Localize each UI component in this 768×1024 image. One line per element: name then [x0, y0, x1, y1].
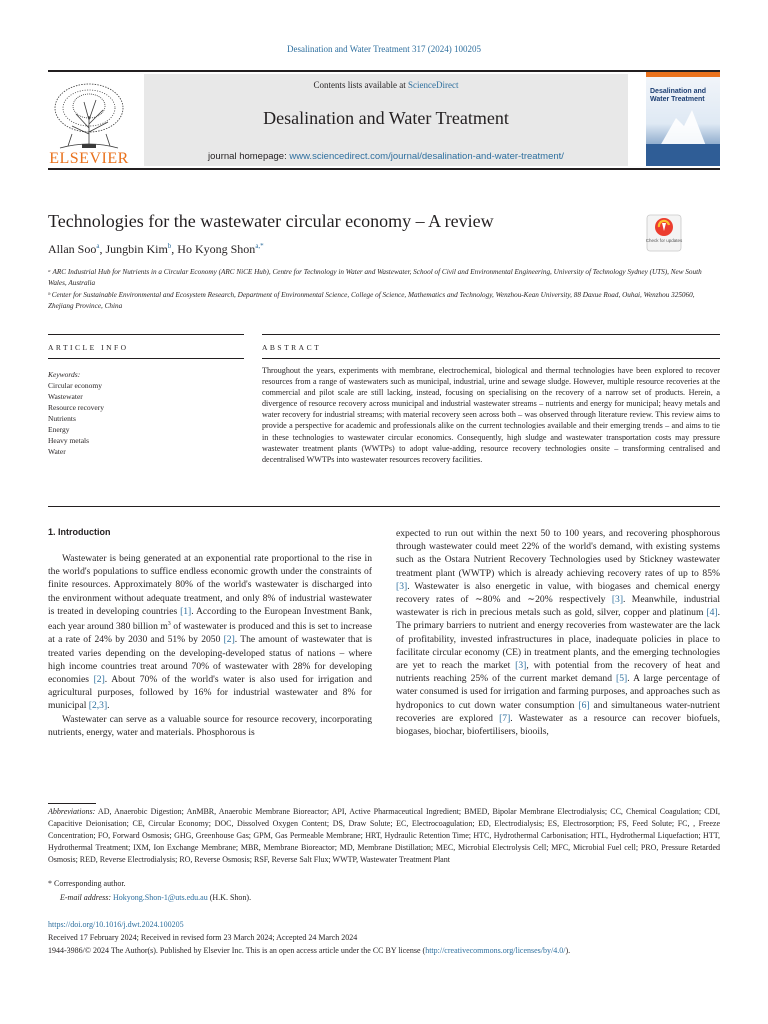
reference-link[interactable]: [3] — [611, 594, 624, 606]
keyword: Resource recovery — [48, 403, 105, 412]
article-title: Technologies for the wastewater circular economy – A review — [48, 211, 494, 231]
reference-link[interactable]: [7] — [499, 712, 511, 724]
body-paragraph: Wastewater can serve as a valuable source for resource recovery, incorporating nutrients, energy, water and materials. Phosphorous is — [48, 713, 372, 738]
abstract-heading: ABSTRACT — [262, 343, 322, 352]
license-link[interactable]: http://creativecommons.org/licenses/by/4.0/ — [425, 946, 566, 955]
keyword: Water — [48, 447, 66, 456]
abstract-rule-bottom — [48, 506, 720, 507]
abstract-rule-top — [262, 334, 720, 335]
masthead-rule-top — [48, 70, 720, 72]
keyword: Nutrients — [48, 414, 76, 423]
email-line — [60, 893, 251, 902]
author-name[interactable]: Jungbin Kim — [105, 242, 168, 256]
received-dates: Received 17 February 2024; Received in revised form 23 March 2024; Accepted 24 March 2024 — [48, 933, 358, 942]
reference-link[interactable]: [5] — [616, 673, 628, 685]
author-list — [48, 242, 264, 257]
affiliation-a: ᵃ ARC Industrial Hub for Nutrients in a Circular Economy (ARC NiCE Hub), Centre for Technology in Water and Wastewater, School of Civil and Environmental Engineering, University of Technology Sydney (UTS), New South Wales, Australia — [48, 268, 702, 287]
abstract-rule-mid — [262, 358, 720, 359]
reference-link[interactable]: [2,3] — [88, 700, 108, 712]
homepage-link[interactable]: www.sciencedirect.com/journal/desalination-and-water-treatment/ — [289, 151, 564, 162]
article-info-heading: ARTICLE INFO — [48, 343, 129, 352]
sciencedirect-link[interactable]: ScienceDirect — [408, 80, 459, 90]
reference-link[interactable]: [6] — [578, 699, 590, 711]
email-suffix: (H.K. Shon). — [207, 893, 252, 902]
abbreviations-text: AD, Anaerobic Digestion; AnMBR, Anaerobic Membrane Bioreactor; API, Active Pharmaceutical Ingredient; BMED, Bipolar Membrane Electrodialysis; CC, Chemical Coagulation; CDI, Capacitive Deionisation; CE, Circular Economy; DOC, Dissolved Oxygen Content; DS, Draw Solute; EC, Electrocoagulation; ED, Electrodialysis; ES, Electrosorption; FS, Feed Solute; FC, , Freeze Concentration; FO, Forward Osmosis; GHG, Greenhouse Gas; GPM, Gas Permeable Membrane; HRT, Hydraulic Retention Time; HTC, Hydrothermal Carbonisation; HTL, Hydrothermal Liquefaction; HTT, Hydrothermal Treatment; IXM, Ion Exchange Membrane; MBR, Membrane Bioreactor; MD, Membrane Distillation; MEC, Microbial Electrolysis Cell; MFC, Microbial Fuel cell; PRO, Pressure Retarded Osmosis; RED, Reverse Electrodialysis; RO, Reverse Osmosis; RSF, Reverse Salt Flux; WWTP, Wastewater Treatment Plant — [48, 807, 720, 864]
homepage-label: journal homepage: — [208, 151, 290, 162]
reference-link[interactable]: [3] — [396, 580, 408, 592]
contents-line — [144, 80, 628, 90]
author-affil-marker[interactable]: a — [96, 242, 100, 250]
abbreviations-footnote — [48, 806, 720, 866]
corresponding-author-note: * Corresponding author. — [48, 879, 126, 888]
reference-link[interactable]: [3] — [515, 660, 527, 672]
footnote-rule — [48, 803, 96, 804]
keyword: Wastewater — [48, 392, 83, 401]
article-info-rule-mid — [48, 358, 244, 359]
keyword: Circular economy — [48, 381, 102, 390]
license-line: 1944-3986/© 2024 The Author(s). Published by Elsevier Inc. This is an open access article under the CC BY license (http://creativecommons.org/licenses/by/4.0/). — [48, 946, 571, 955]
homepage-line — [144, 151, 628, 162]
abstract-text: Throughout the years, experiments with membrane, electrochemical, biological and thermal technologies have been explored to recover resources from a range of wastewaters such as municipal, industrial, urine and sewage sludge. However, multiple resource recoveries at the commercial and pilot scale are still lacking, instead, focusing on specialising on the recovery of a narrow set of products. Herein, a divergence of resource recovery across municipal and industrial wastewater streams – nutrients and energy for municipal; heavy metals and water recovery for industrial streams; with material recovery seen across both – was observed through literature review. This review aims to provide a perspective for academic and professionals alike on the current technologies available and their emerging trends – and aims to tie in these technologies to wastewater circular economics. Consequently, high sludge and wastewater transportation costs may pressure wastewater treatment plants (WWTPs) to adopt value-adding, resource recovery technologies onsite – transforming centralised and decentralised WWTPs into wastewater resources recovery facilities. — [262, 366, 720, 464]
check-for-updates-icon[interactable] — [646, 214, 682, 252]
masthead-rule-bottom — [48, 168, 720, 170]
keywords-label: Keywords: — [48, 370, 81, 379]
author-separator: , — [171, 242, 178, 256]
journal-cover[interactable] — [646, 72, 720, 166]
author-name[interactable]: Ho Kyong Shon — [177, 242, 256, 256]
doi-link[interactable]: https://doi.org/10.1016/j.dwt.2024.100205 — [48, 920, 184, 929]
contents-prefix: Contents lists available at — [313, 80, 408, 90]
check-for-updates-label[interactable]: Check for updates — [645, 238, 683, 243]
keyword: Heavy metals — [48, 436, 90, 445]
body-paragraph: Wastewater is being generated at an exponential rate proportional to the rise in the world's populations to suffice endless economic growth under the constraints of finite resources. Approximately 80% of the world's wastewater is discharged into the environment without adequate treatment, and only 8% of industrial wastewater is treated in developing countries [1]. According to the European Investment Bank, each year around 380 billion $m^3$ of wastewater is produced and this is set to increase at a rate of 24% by 2030 and 51% by 2050 [2]. The amount of wastewater that is treated varies depending on the developing-developed status of nations – where high income countries treat around 70% of wastewater with 28% for developing economies [2]. About 70% of the world's water is also used for irrigation and agricultural purposes, followed by 16% for industrial wastewater and 8% for municipal [2,3]. — [48, 553, 373, 712]
keywords-list — [48, 380, 104, 457]
journal-citation[interactable]: Desalination and Water Treatment 317 (2024) 100205 — [286, 44, 482, 54]
journal-title: Desalination and Water Treatment — [263, 108, 509, 128]
reference-link[interactable]: [4] — [706, 607, 718, 619]
section-heading-introduction: 1. Introduction — [48, 527, 111, 537]
email-link[interactable]: Hokyong.Shon-1@uts.edu.au — [113, 893, 208, 902]
author-affil-marker[interactable]: a,* — [255, 242, 264, 250]
author-name[interactable]: Allan Soo — [48, 242, 97, 256]
body-paragraph: expected to run out within the next 50 to 100 years, and recovering phosphorous through wastewater could meet 22% of the world's demand, with existing systems such as the Ostara Nutrient Recovery Technologies used by Stickney wastewater treatment plant (WWTP) which is already achieving recovery rates of up to 85% [3]. Wastewater is also energetic in value, with biogases and chemical energy recovery rates of ∼80% and ∼20% respectively [3]. Meanwhile, industrial wastewater is rich in precious metals such as gold, silver, copper and platinum [4]. The primary barriers to nutrient and energy recoveries from wastewater are the lack of profitability, invested infrastructures in place, inadequate policies in place to facilitate circular economy (CE) in treatment plants, and the emerging technologies are yet to reach the market [3], with potential from the recovery of heat and nutrients reaching 25% of the current market demand [5]. A large percentage of water consumed is used for irrigation and farming purposes, and approaches such as hydroponics to cut down water consumption [6] and simultaneous water-nutrient recoveries are explored [7]. Wastewater as a resource can recover biofuels, biogases, biochar, biofertilisers, biooils, — [396, 528, 721, 738]
body-column-right — [396, 527, 720, 738]
email-label: E-mail address: — [60, 893, 114, 902]
article-info-rule-top — [48, 334, 244, 335]
abbreviations-label: Abbreviations: — [48, 807, 96, 816]
reference-link[interactable]: [2] — [223, 634, 235, 646]
cover-iceberg-image — [646, 72, 720, 166]
affiliation-b: ᵇ Center for Sustainable Environmental and Ecosystem Research, Department of Environmental Science, College of Science, Mathematics and Technology, Wenzhou-Kean University, 88 Daxue Road, Ouhai, Wenzhou 325060, Zhejiang Province, China — [48, 291, 695, 310]
cover-title: Desalination and Water Treatment — [650, 88, 707, 103]
keyword: Energy — [48, 425, 70, 434]
reference-link[interactable]: [1] — [180, 605, 192, 617]
author-separator: , — [99, 242, 106, 256]
publisher-name: ELSEVIER — [49, 150, 129, 167]
author-affil-marker[interactable]: b — [167, 242, 172, 250]
reference-link[interactable]: [2] — [93, 674, 105, 686]
body-column-left — [48, 552, 372, 739]
